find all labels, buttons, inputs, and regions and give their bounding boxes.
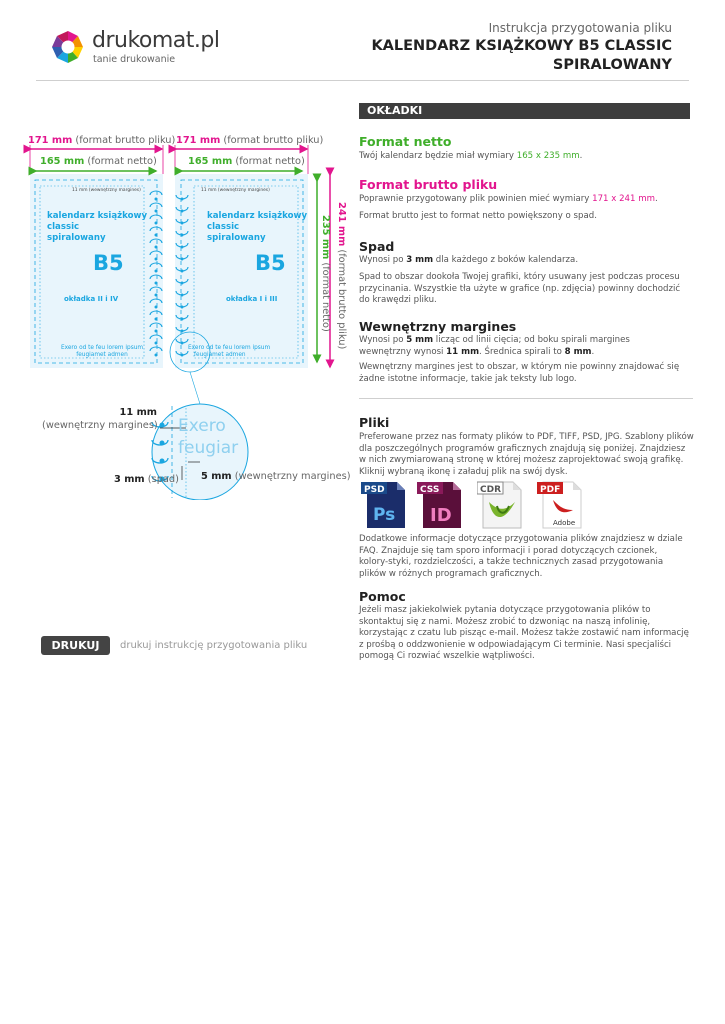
file-icons [361, 480, 591, 530]
netto-text-left: (format netto) [87, 156, 157, 167]
format-netto-heading: Format netto [359, 134, 452, 149]
brutto-label-left [28, 135, 175, 146]
pliki-paragraph: Preferowane przez nas formaty plików to PDF, TIFF, PSD, JPG. Szablony plików dla poszczególnych programów graficznych znajdują się poniżej. Znajdziesz w nich zwymiarowaną stronę w której możesz zaprojektować swoją grafikę. Kliknij wybraną ikonę i załaduj plik na swój dysk. [359, 432, 694, 477]
spad-diagram-value: 3 mm [114, 474, 145, 485]
svg-text:CSS: CSS [420, 485, 440, 495]
spad-label [114, 474, 179, 485]
print-caption[interactable]: drukuj instrukcję przygotowania pliku [120, 640, 308, 651]
margines-t3: . Średnica spirali to [479, 346, 565, 357]
header-subtitle: Instrukcja przygotowania pliku [488, 21, 672, 35]
spad-line-after: dla każdego z boków kalendarza. [433, 255, 579, 265]
svg-text:PDF: PDF [540, 485, 561, 495]
page-title-line-1: KALENDARZ KSIĄŻKOWY B5 CLASSIC [371, 38, 672, 54]
back-cover-title [47, 211, 147, 244]
svg-text:Ps: Ps [373, 505, 396, 525]
psd-icon[interactable] [361, 480, 409, 530]
margines-heading: Wewnętrzny margines [359, 319, 517, 334]
indesign-icon-graphic [417, 480, 465, 530]
back-sample-1: Exero od te feu lorem ipsum [60, 345, 144, 351]
margines-line [359, 335, 684, 358]
svg-text:CDR: CDR [480, 485, 502, 495]
margines-v1: 5 mm [406, 335, 434, 345]
logo-tagline: tanie drukowanie [93, 54, 176, 65]
format-netto-value: 165 x 235 mm [516, 151, 580, 161]
margines-v3: 8 mm [564, 346, 592, 357]
front-cover-title [207, 211, 307, 244]
section-bar: OKŁADKI [359, 103, 690, 119]
format-netto-text-after: . [579, 151, 583, 161]
margines-v2: 11 mm [446, 346, 480, 357]
front-cover-page [175, 174, 308, 368]
pdf-icon-graphic [537, 480, 585, 530]
zoom-text [178, 415, 238, 459]
section-divider [359, 398, 693, 399]
brutto-height-label [336, 202, 347, 349]
spad-line-before: Wynosi po [359, 255, 407, 265]
m5-value: 5 mm [201, 471, 232, 482]
front-cover-title-2: classic [207, 222, 240, 232]
brutto-height-text: (format brutto pliku) [336, 249, 347, 350]
spad-value: 3 mm [406, 255, 434, 265]
brutto-text-left: (format brutto pliku) [75, 135, 176, 146]
pliki-heading: Pliki [359, 415, 390, 430]
format-netto-text-before: Twój kalendarz będzie miał wymiary [359, 151, 517, 161]
back-cover-title-3: spiralowany [47, 233, 106, 243]
format-brutto-text-after: . [654, 194, 658, 204]
format-brutto-note: Format brutto jest to format netto powiększony o spad. [359, 211, 597, 221]
svg-text:Adobe: Adobe [553, 519, 576, 527]
front-cover-title-1: kalendarz książkowy [207, 211, 308, 221]
page-title-line-2: SPIRALOWANY [552, 57, 672, 73]
m5-text: (wewnętrzny margines) [234, 471, 351, 482]
spad-paragraph: Spad to obszar dookoła Twojej grafiki, który usuwany jest podczas procesu przycinania. Wszystkie tła użyte w grafice (np. zdjęcia) powinny dochodzić do krawędzi pliku. [359, 272, 681, 305]
zoom-margin-text: (wewnętrzny margines) [42, 420, 158, 431]
format-brutto-value: 171 x 241 mm [592, 194, 655, 204]
netto-label-left [40, 156, 157, 167]
format-brutto-text-before: Poprawnie przygotowany plik powinien mieć wymiary [359, 194, 593, 204]
brutto-text-right: (format brutto pliku) [223, 135, 324, 146]
back-sample-2: feugiamet admen [76, 352, 128, 358]
logo-name: drukomat.pl [92, 28, 220, 53]
netto-height-label [320, 215, 331, 332]
zoom-text-2: feugiar [178, 438, 239, 458]
back-cover-sample-text [56, 345, 148, 359]
pomoc-paragraph: Jeżeli masz jakiekolwiek pytania dotyczące przygotowania plików to skontaktuj się z nami. Możesz zrobić to dzwoniąc na naszą infolinię, korzystając z czatu lub pisząc e-mail. Możesz także zostawić nam informację z prośbą o oddzwonienie w odpowiadającym Ci terminie. Nasi specjaliści pomogą Ci rozwiać wszelkie wątpliwości. [359, 605, 689, 661]
inner-margin-tiny-right: 11 mm (wewnętrzny margines) [201, 188, 270, 193]
brutto-value-left: 171 mm [28, 135, 73, 146]
front-sample-1: Exero od te feu lorem ipsum [188, 345, 271, 351]
indesign-icon[interactable] [417, 480, 465, 530]
cdr-icon[interactable] [477, 480, 525, 530]
brutto-label-right [176, 135, 323, 146]
inner-margin-tiny-left: 11 mm (wewnętrzny margines) [72, 188, 141, 193]
zoom-margin-value: 11 mm [119, 407, 157, 418]
margines-paragraph: Wewnętrzny margines jest to obszar, w którym nie powinny znajdować się żadne istotne informacje, takie jak teksty lub logo. [359, 362, 680, 384]
zoom-connector [190, 372, 200, 404]
psd-icon-graphic [361, 480, 409, 530]
margines-t4: . [591, 346, 595, 357]
m5-label [201, 471, 351, 482]
margines-t2: licząc od linii cięcia; od boku spirali margines wewnętrzny wynosi [359, 335, 630, 357]
spad-heading: Spad [359, 239, 395, 254]
netto-text-right: (format netto) [235, 156, 305, 167]
brutto-value-right: 171 mm [176, 135, 221, 146]
pliki-paragraph-2: Dodatkowe informacje dotyczące przygotowania plików znajdziesz w dziale FAQ. Znajduje się tam sporo informacji i porad dotyczących czcionek, kolory-styki, rozdzielczości, a także technicznych zasad przygotowania plików w różnych programach graficznych. [359, 534, 683, 579]
format-brutto-heading: Format brutto pliku [359, 177, 498, 192]
netto-value-right: 165 mm [188, 156, 233, 167]
front-cover-label: okładka I i III [226, 295, 278, 303]
spad-line [359, 255, 689, 267]
front-sample-2: feugiamet admen [194, 352, 246, 358]
spad-diagram-text: (spad) [147, 474, 179, 485]
print-button[interactable]: DRUKUJ [41, 636, 110, 655]
pdf-icon[interactable] [537, 480, 585, 530]
front-cover-title-3: spiralowany [207, 233, 266, 243]
back-cover-b5: B5 [93, 251, 124, 275]
back-cover-label: okładka II i IV [64, 295, 119, 303]
netto-label-right [188, 156, 305, 167]
zoom-margin-label [42, 406, 157, 432]
front-cover-sample-text [188, 345, 280, 359]
brutto-height-value: 241 mm [336, 202, 347, 247]
svg-text:ID: ID [430, 505, 452, 526]
netto-value-left: 165 mm [40, 156, 85, 167]
format-brutto-text [359, 194, 689, 206]
back-cover-title-1: kalendarz książkowy [47, 211, 148, 221]
format-netto-text [359, 151, 689, 163]
netto-height-text: (format netto) [320, 262, 331, 332]
front-cover-b5: B5 [255, 251, 286, 275]
page-title [312, 37, 672, 75]
cdr-icon-graphic [477, 480, 525, 530]
margines-t1: Wynosi po [359, 335, 407, 345]
pomoc-heading: Pomoc [359, 589, 406, 604]
back-cover-title-2: classic [47, 222, 80, 232]
netto-height-value: 235 mm [320, 215, 331, 260]
zoom-text-1: Exero [178, 416, 226, 436]
svg-text:PSD: PSD [364, 485, 385, 495]
